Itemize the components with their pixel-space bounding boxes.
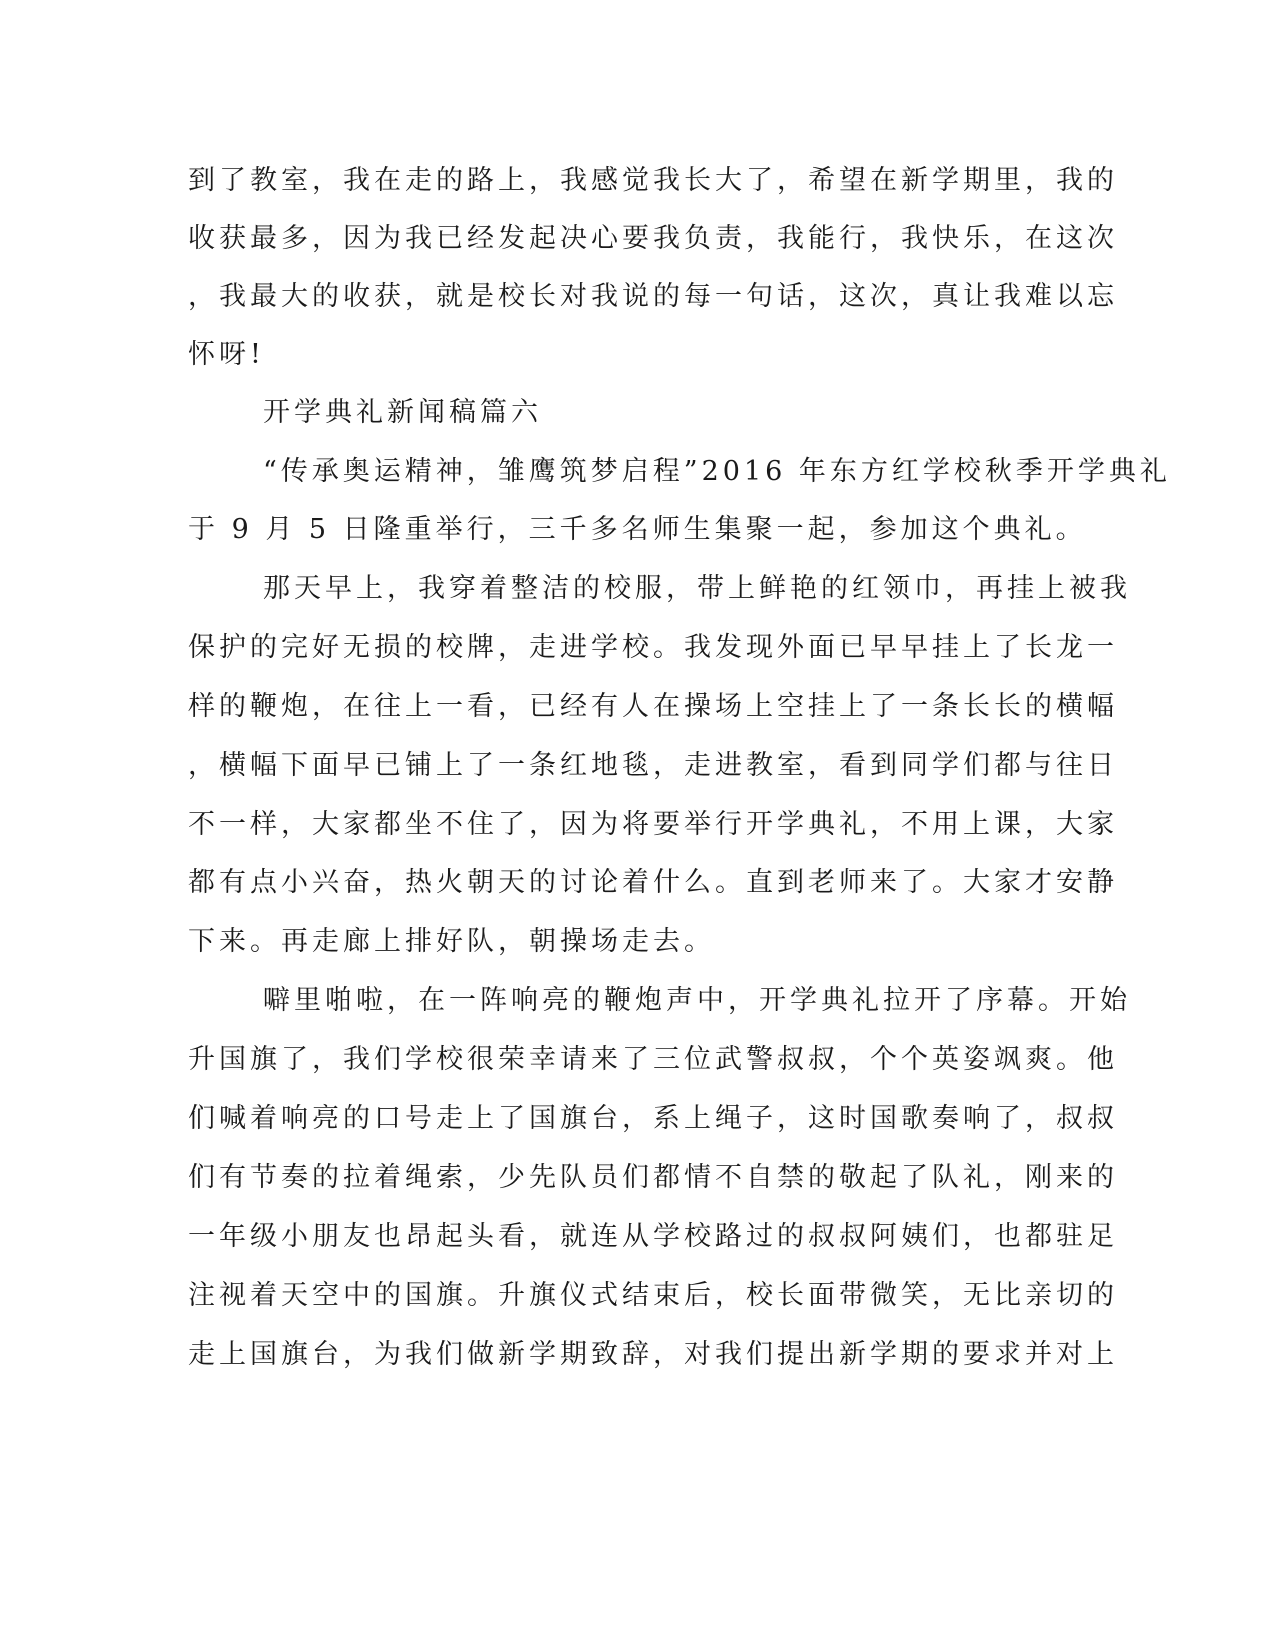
text-line: 升国旗了，我们学校很荣幸请来了三位武警叔叔，个个英姿飒爽。他 (188, 1044, 1118, 1075)
text-line: 收获最多，因为我已经发起决心要我负责，我能行，我快乐，在这次 (188, 223, 1118, 254)
text-line: 不一样，大家都坐不住了，因为将要举行开学典礼，不用上课，大家 (188, 809, 1118, 840)
text-line: 于 9 月 5 日隆重举行，三千多名师生集聚一起，参加这个典礼。 (188, 514, 1087, 545)
text-line: 噼里啪啦，在一阵响亮的鞭炮声中，开学典礼拉开了序幕。开始 (263, 985, 1131, 1016)
text-line: 到了教室，我在走的路上，我感觉我长大了，希望在新学期里，我的 (188, 165, 1118, 196)
text-line: 样的鞭炮，在往上一看，已经有人在操场上空挂上了一条长长的横幅 (188, 691, 1118, 722)
text-line: 走上国旗台，为我们做新学期致辞，对我们提出新学期的要求并对上 (188, 1339, 1118, 1370)
text-line: 们有节奏的拉着绳索，少先队员们都情不自禁的敬起了队礼，刚来的 (188, 1162, 1118, 1193)
text-line: “传承奥运精神，雏鹰筑梦启程”2016 年东方红学校秋季开学典礼 (263, 456, 1171, 487)
section-heading: 开学典礼新闻稿篇六 (263, 397, 542, 428)
text-line: 一年级小朋友也昂起头看，就连从学校路过的叔叔阿姨们，也都驻足 (188, 1221, 1118, 1252)
text-line: 注视着天空中的国旗。升旗仪式结束后，校长面带微笑，无比亲切的 (188, 1280, 1118, 1311)
text-line: ，我最大的收获，就是校长对我说的每一句话，这次，真让我难以忘 (188, 281, 1118, 312)
text-line: 都有点小兴奋，热火朝天的讨论着什么。直到老师来了。大家才安静 (188, 867, 1118, 898)
text-line: 下来。再走廊上排好队，朝操场走去。 (188, 926, 715, 957)
text-line: 保护的完好无损的校牌，走进学校。我发现外面已早早挂上了长龙一 (188, 632, 1118, 663)
text-line: 那天早上，我穿着整洁的校服，带上鲜艳的红领巾，再挂上被我 (263, 573, 1131, 604)
text-line: ，横幅下面早已铺上了一条红地毯，走进教室，看到同学们都与往日 (188, 750, 1118, 781)
text-line: 们喊着响亮的口号走上了国旗台，系上绳子，这时国歌奏响了，叔叔 (188, 1103, 1118, 1134)
text-line: 怀呀! (188, 339, 265, 370)
